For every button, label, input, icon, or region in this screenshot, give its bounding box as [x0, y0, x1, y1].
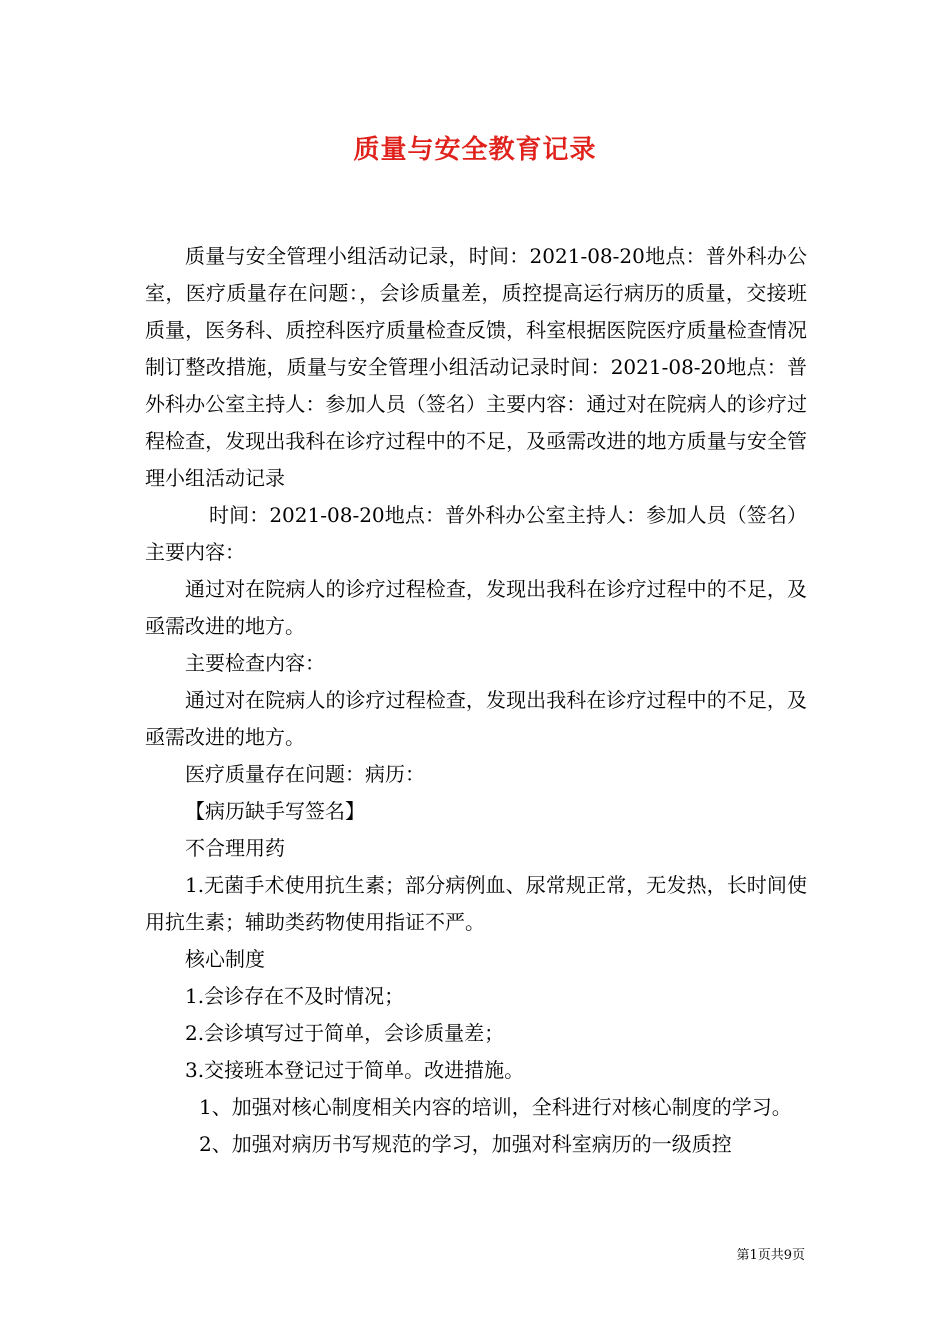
paragraph-1: 质量与安全管理小组活动记录，时间：2021-08-20地点：普外科办公室，医疗质量存在问题：，会诊质量差，质控提高运行病历的质量，交接班质量，医务科、质控科医疗质量检查反馈，科室根据医院医疗质量检查情况制订整改措施，质量与安全管理小组活动记录时间：2021-08-20地点：普外科办公室主持人：参加人员（签名）主要内容：通过对在院病人的诊疗过程检查，发现出我科在诊疗过程中的不足，及亟需改进的地方质量与安全管理小组活动记录	[145, 244, 807, 490]
paragraph-2: 时间：2021-08-20地点：普外科办公室主持人：参加人员（签名）主要内容：	[145, 503, 807, 564]
page-number: 第1页共9页	[736, 1248, 805, 1263]
paragraph-12: 2.会诊填写过于简单，会诊质量差；	[185, 1021, 505, 1045]
paragraph-8: 不合理用药	[185, 836, 285, 860]
paragraph-7: 【病历缺手写签名】	[185, 799, 365, 823]
document-title: 质量与安全教育记录	[353, 135, 597, 165]
paragraph-5: 通过对在院病人的诊疗过程检查，发现出我科在诊疗过程中的不足，及亟需改进的地方。	[145, 688, 807, 749]
paragraph-3: 通过对在院病人的诊疗过程检查，发现出我科在诊疗过程中的不足，及亟需改进的地方。	[145, 577, 807, 638]
document-body	[145, 238, 807, 1163]
paragraph-14: 1、加强对核心制度相关内容的培训，全科进行对核心制度的学习。	[199, 1095, 792, 1119]
paragraph-11: 1.会诊存在不及时情况；	[185, 984, 405, 1008]
paragraph-6: 医疗质量存在问题：病历：	[185, 762, 425, 786]
paragraph-4: 主要检查内容：	[185, 651, 325, 675]
paragraph-13: 3.交接班本登记过于简单。改进措施。	[185, 1058, 525, 1082]
paragraph-9: 1.无菌手术使用抗生素；部分病例血、尿常规正常，无发热，长时间使用抗生素；辅助类药物使用指证不严。	[145, 873, 807, 934]
paragraph-15: 2、加强对病历书写规范的学习，加强对科室病历的一级质控	[199, 1132, 732, 1156]
paragraph-10: 核心制度	[185, 947, 265, 971]
